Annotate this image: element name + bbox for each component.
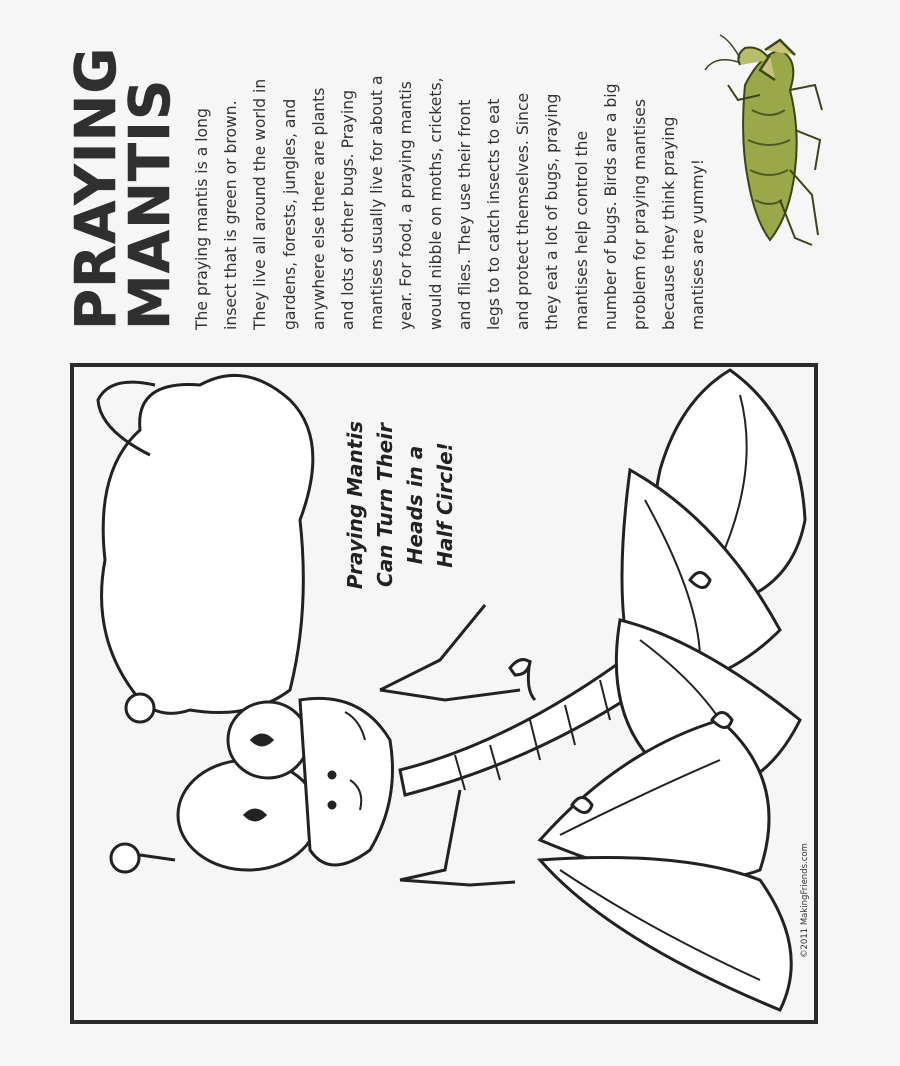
body-line: because they think praying (660, 116, 679, 330)
description-paragraph (188, 30, 714, 330)
body-line: and flies. They use their front (455, 99, 474, 330)
body-line: and protect themselves. Since (514, 92, 533, 330)
callout-line: Half Circle! (433, 442, 457, 568)
body-line: The praying mantis is a long (193, 108, 211, 330)
body-line: They live all around the world in (251, 78, 270, 330)
body-line: and lots of other bugs. Praying (339, 89, 358, 330)
body-line: insect that is green or brown. (222, 100, 241, 330)
title-line-2: MANTIS (118, 78, 183, 330)
body-line: mantises help control the (572, 130, 591, 330)
body-line: number of bugs. Birds are a big (601, 83, 620, 330)
body-line: problem for praying mantises (631, 99, 650, 330)
body-line: legs to to catch insects to eat (485, 98, 504, 330)
praying-mantis-icon (705, 35, 822, 245)
body-line: they eat a lot of bugs, praying (543, 93, 562, 330)
copyright-text: ©2011 MakingFriends.com (800, 843, 810, 958)
cartoon-mantis-head (140, 698, 393, 870)
body-line: mantises are yummy! (689, 158, 708, 330)
callout-line: Can Turn Their (373, 423, 397, 587)
title-line-1: PRAYING (64, 46, 129, 330)
body-line: mantises usually live for about a (368, 75, 387, 330)
body-line: gardens, forests, jungles, and (280, 98, 299, 330)
callout-line: Heads in a (403, 445, 427, 565)
page-title (64, 46, 183, 330)
fun-fact-callout (340, 415, 460, 595)
body-line: would nibble on moths, crickets, (426, 77, 445, 330)
callout-line: Praying Mantis (343, 420, 367, 590)
body-line: anywhere else there are plants (309, 87, 328, 330)
body-line: year. For food, a praying mantis (397, 81, 416, 330)
